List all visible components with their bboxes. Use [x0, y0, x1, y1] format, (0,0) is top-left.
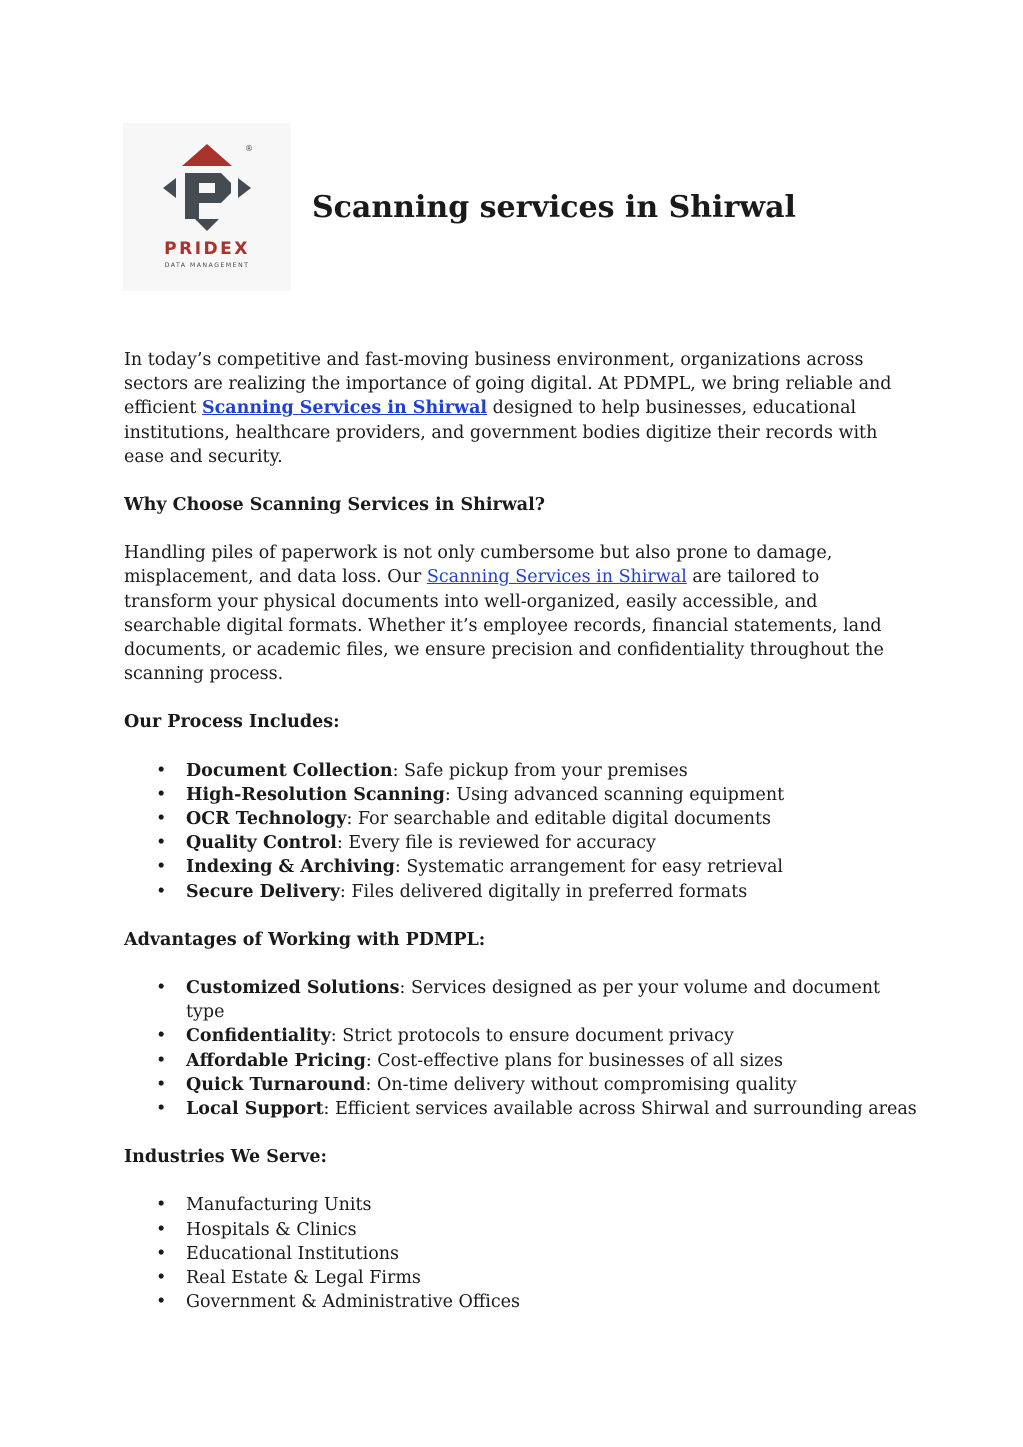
list-item: [186, 759, 902, 783]
logo-tagline-text: DATA MANAGEMENT: [164, 262, 250, 269]
list-item-desc: : Efficient services available across Shirwal and surrounding areas: [323, 1099, 917, 1120]
why-choose-heading: Why Choose Scanning Services in Shirwal?: [124, 495, 546, 516]
why-text-after: are tailored to transform your physical documents into well-organized, easily accessible, and searchable digital formats. Whether it’s employee records, financial statements, land documents, or academic files, we ensure precision and confidentiality throughout the scanning process.: [124, 567, 884, 685]
logo-left-arrow: [163, 178, 176, 198]
list-item-desc: : Strict protocols to ensure document privacy: [330, 1026, 734, 1047]
list-item-term: Secure Delivery: [186, 881, 340, 902]
logo-right-arrow: [238, 178, 251, 198]
list-item-term: Quick Turnaround: [186, 1074, 366, 1095]
list-item-desc: : Safe pickup from your premises: [392, 760, 688, 781]
article-body: [124, 348, 917, 1339]
registered-mark: ®: [245, 144, 253, 153]
list-item: [186, 831, 902, 855]
list-item: [186, 1097, 917, 1121]
list-item: [186, 1073, 902, 1097]
list-item-term: Quality Control: [186, 833, 337, 854]
list-item: [186, 783, 902, 807]
list-item-desc: : Using advanced scanning equipment: [444, 784, 785, 805]
intro-text-after: designed to help businesses, educational institutions, healthcare providers, and government bodies digitize their records with ease and security.: [124, 398, 878, 467]
list-item-term: Local Support: [186, 1099, 324, 1120]
list-item-term: OCR Technology: [186, 809, 347, 830]
process-heading: Our Process Includes:: [124, 712, 340, 733]
scanning-services-link-body[interactable]: Scanning Services in Shirwal: [426, 567, 687, 588]
list-item-desc: : Every file is reviewed for accuracy: [336, 833, 656, 854]
list-item: • Real Estate & Legal Firms: [186, 1266, 902, 1290]
intro-text-before: In today’s competitive and fast-moving business environment, organizations across sectors are realizing the importance of going digital. At PDMPL, we bring reliable and efficient: [124, 350, 892, 419]
list-item: • Hospitals & Clinics: [186, 1218, 902, 1242]
why-choose-paragraph: [124, 541, 902, 686]
page-title: Scanning services in Shirwal: [312, 190, 796, 225]
intro-paragraph: [124, 348, 902, 469]
process-list: [124, 759, 902, 904]
list-item: [186, 1024, 902, 1048]
industries-list: [124, 1193, 902, 1314]
advantages-list: [124, 976, 917, 1121]
list-item-term: Customized Solutions: [186, 978, 400, 999]
logo-p-shape: [185, 173, 231, 219]
list-item-desc: : For searchable and editable digital documents: [346, 809, 772, 830]
advantages-heading: Advantages of Working with PDMPL:: [124, 929, 486, 950]
list-item-desc: : Services designed as per your volume and document type: [186, 978, 881, 1023]
logo-bottom-point: [195, 219, 219, 231]
list-item: • Educational Institutions: [186, 1242, 902, 1266]
list-item-term: High-Resolution Scanning: [186, 784, 445, 805]
list-item-term: Document Collection: [186, 760, 393, 781]
company-logo: [123, 123, 291, 291]
list-item-term: Affordable Pricing: [186, 1050, 366, 1071]
list-item-term: Confidentiality: [186, 1026, 331, 1047]
why-text-before: Handling piles of paperwork is not only cumbersome but also prone to damage, misplacement, and data loss. Our: [124, 543, 833, 588]
list-item-term: Indexing & Archiving: [186, 857, 395, 878]
list-item: • Manufacturing Units: [186, 1193, 902, 1217]
scanning-services-link-intro[interactable]: Scanning Services in Shirwal: [202, 398, 488, 419]
list-item: [186, 976, 902, 1024]
pridex-logo-icon: [123, 123, 291, 291]
list-item-desc: : Files delivered digitally in preferred formats: [339, 881, 748, 902]
list-item: [186, 880, 902, 904]
logo-roof-shape: [182, 144, 232, 166]
list-item: [186, 807, 902, 831]
industries-heading: Industries We Serve:: [124, 1147, 327, 1168]
list-item-desc: : On-time delivery without compromising quality: [365, 1074, 797, 1095]
list-item: • Government & Administrative Offices: [186, 1290, 902, 1314]
list-item-desc: : Cost-effective plans for businesses of all sizes: [365, 1050, 783, 1071]
list-item: [186, 855, 902, 879]
logo-brand-text: PRIDEX: [164, 239, 250, 259]
list-item-desc: : Systematic arrangement for easy retrieval: [394, 857, 784, 878]
list-item: [186, 1049, 902, 1073]
